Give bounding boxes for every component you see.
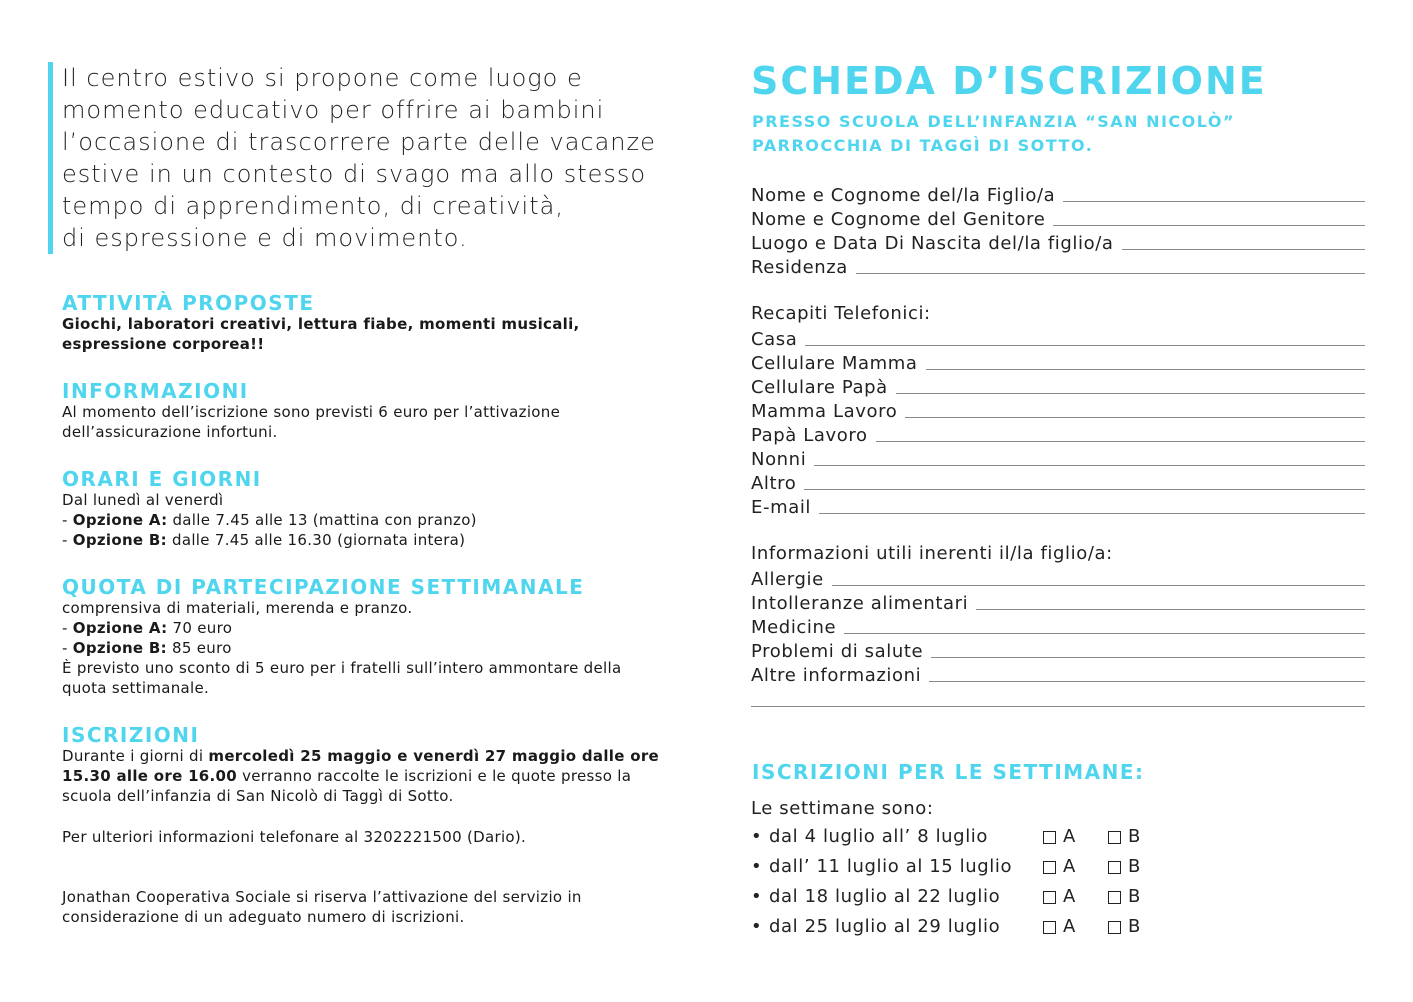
weeks-intro: Le settimane sono: xyxy=(751,798,934,819)
field-line[interactable] xyxy=(926,369,1365,370)
week-row xyxy=(751,916,1171,940)
week-label: dal 4 luglio all’ 8 luglio xyxy=(769,826,989,847)
field-line[interactable] xyxy=(804,489,1365,490)
body-line: Giochi, laboratori creativi, lettura fiabe, momenti musicali, xyxy=(62,315,580,333)
contact-line: Per ulteriori informazioni telefonare al 3202221500 (Dario). xyxy=(62,828,527,846)
field-label: Residenza xyxy=(751,257,848,278)
field-label: Cellulare Papà xyxy=(751,377,888,398)
checkbox-icon[interactable] xyxy=(1043,921,1056,934)
option-line xyxy=(62,638,682,658)
subtitle-line: PRESSO SCUOLA DELL’INFANZIA “SAN NICOLÒ” xyxy=(752,112,1236,131)
section-title: ISCRIZIONI xyxy=(62,723,200,747)
option-text: dalle 7.45 alle 13 (mattina con pranzo) xyxy=(167,511,477,529)
form-field[interactable] xyxy=(751,470,1365,494)
option-label: Opzione B: xyxy=(72,531,167,549)
option-a-checkbox[interactable] xyxy=(1043,886,1076,907)
option-line xyxy=(62,510,682,530)
dash: - xyxy=(62,511,73,529)
field-line[interactable] xyxy=(1063,201,1365,202)
body-line: scuola dell’infanzia di San Nicolò di Taggì di Sotto. xyxy=(62,787,454,805)
field-label: Nonni xyxy=(751,449,807,470)
extra-line[interactable] xyxy=(751,706,1365,707)
text-run: verranno raccolte le iscrizioni e le quote presso la xyxy=(237,767,632,785)
intro-line: estive in un contesto di svago ma allo stesso xyxy=(62,160,647,188)
intro-line: tempo di apprendimento, di creatività, xyxy=(62,192,564,220)
option-label: A xyxy=(1063,856,1076,877)
dash: - xyxy=(62,619,73,637)
form-field[interactable] xyxy=(751,398,1365,422)
section-title: ATTIVITÀ PROPOSTE xyxy=(62,291,315,315)
field-line[interactable] xyxy=(1053,225,1365,226)
option-text: dalle 7.45 alle 16.30 (giornata intera) xyxy=(166,531,466,549)
form-field[interactable] xyxy=(751,566,1365,590)
checkbox-icon[interactable] xyxy=(1043,861,1056,874)
option-label: Opzione A: xyxy=(72,619,168,637)
field-line[interactable] xyxy=(976,609,1365,610)
form-title: SCHEDA D’ISCRIZIONE xyxy=(751,59,1267,103)
text-run-bold: mercoledì 25 maggio e venerdì 27 maggio dalle ore xyxy=(208,747,660,765)
field-label: E-mail xyxy=(751,497,812,518)
phone-fields xyxy=(751,302,1365,518)
form-field[interactable] xyxy=(751,494,1365,518)
body-line: considerazione di un adeguato numero di iscrizioni. xyxy=(62,908,465,926)
option-line xyxy=(62,530,682,550)
field-label: Altro xyxy=(751,473,797,494)
body-line: Al momento dell’iscrizione sono previsti 6 euro per l’attivazione xyxy=(62,403,561,421)
section-body xyxy=(62,598,682,698)
form-field[interactable] xyxy=(751,206,1365,230)
checkbox-icon[interactable] xyxy=(1108,891,1121,904)
field-line[interactable] xyxy=(819,513,1365,514)
bullet: • xyxy=(751,916,763,937)
disclaimer xyxy=(62,887,682,927)
field-label: Problemi di salute xyxy=(751,641,924,662)
field-line[interactable] xyxy=(856,273,1365,274)
option-label: A xyxy=(1063,886,1076,907)
form-field[interactable] xyxy=(751,254,1365,278)
section-orari xyxy=(62,468,682,550)
section-title: QUOTA DI PARTECIPAZIONE SETTIMANALE xyxy=(62,575,585,599)
intro-line: l’occasione di trascorrere parte delle vacanze xyxy=(62,128,656,156)
phones-heading: Recapiti Telefonici: xyxy=(751,303,931,324)
form-field[interactable] xyxy=(751,230,1365,254)
section-quota xyxy=(62,576,682,698)
week-row xyxy=(751,826,1171,850)
option-label: Opzione A: xyxy=(72,511,168,529)
option-label: Opzione B: xyxy=(72,639,167,657)
option-b-checkbox[interactable] xyxy=(1108,916,1141,937)
subtitle-line: PARROCCHIA DI TAGGÌ DI SOTTO. xyxy=(752,136,1094,155)
option-b-checkbox[interactable] xyxy=(1108,886,1141,907)
option-b-checkbox[interactable] xyxy=(1108,856,1141,877)
field-line[interactable] xyxy=(844,633,1365,634)
field-label: Casa xyxy=(751,329,798,350)
form-field[interactable] xyxy=(751,326,1365,350)
intro-block xyxy=(48,62,688,254)
checkbox-icon[interactable] xyxy=(1043,891,1056,904)
checkbox-icon[interactable] xyxy=(1108,921,1121,934)
field-label: Allergie xyxy=(751,569,824,590)
section-body xyxy=(62,402,682,442)
dash: - xyxy=(62,639,73,657)
body-line xyxy=(62,766,682,786)
section-body xyxy=(62,746,682,806)
bullet: • xyxy=(751,886,763,907)
child-info-fields xyxy=(751,182,1365,278)
intro-paragraph xyxy=(62,62,688,254)
field-label: Luogo e Data Di Nascita del/la figlio/a xyxy=(751,233,1114,254)
form-field[interactable] xyxy=(751,662,1365,686)
option-text: 85 euro xyxy=(166,639,232,657)
field-line[interactable] xyxy=(1122,249,1365,250)
health-info-fields xyxy=(751,542,1365,707)
bullet: • xyxy=(751,826,763,847)
week-label: dall’ 11 luglio al 15 luglio xyxy=(769,856,1013,877)
intro-line: momento educativo per offrire ai bambini xyxy=(62,96,605,124)
option-line xyxy=(62,618,682,638)
section-body xyxy=(62,314,682,354)
body-line: Jonathan Cooperativa Sociale si riserva l’attivazione del servizio in xyxy=(62,888,582,906)
option-label: B xyxy=(1128,916,1141,937)
week-row xyxy=(751,886,1171,910)
option-label: A xyxy=(1063,826,1076,847)
field-label: Nome e Cognome del Genitore xyxy=(751,209,1046,230)
body-line: dell’assicurazione infortuni. xyxy=(62,423,278,441)
field-line[interactable] xyxy=(876,441,1365,442)
form-field[interactable] xyxy=(751,182,1365,206)
checkbox-icon[interactable] xyxy=(1108,861,1121,874)
body-line: espressione corporea!! xyxy=(62,335,265,353)
info-heading: Informazioni utili inerenti il/la figlio/a: xyxy=(751,543,1113,564)
field-line[interactable] xyxy=(805,345,1365,346)
field-label: Medicine xyxy=(751,617,837,638)
field-label: Papà Lavoro xyxy=(751,425,868,446)
weeks-title: ISCRIZIONI PER LE SETTIMANE: xyxy=(752,760,1145,784)
option-label: B xyxy=(1128,886,1141,907)
intro-line: di espressione e di movimento. xyxy=(62,224,468,252)
week-row xyxy=(751,856,1171,880)
option-label: B xyxy=(1128,826,1141,847)
section-title: INFORMAZIONI xyxy=(62,379,249,403)
option-a-checkbox[interactable] xyxy=(1043,856,1076,877)
field-label: Altre informazioni xyxy=(751,665,922,686)
text-run: Durante i giorni di xyxy=(62,747,209,765)
form-field[interactable] xyxy=(751,638,1365,662)
option-label: B xyxy=(1128,856,1141,877)
option-a-checkbox[interactable] xyxy=(1043,826,1076,847)
form-field[interactable] xyxy=(751,422,1365,446)
text-run-bold: 15.30 alle ore 16.00 xyxy=(62,767,238,785)
section-informazioni xyxy=(62,380,682,442)
checkbox-icon[interactable] xyxy=(1043,831,1056,844)
body-line xyxy=(62,746,682,766)
field-label: Intolleranze alimentari xyxy=(751,593,969,614)
field-line[interactable] xyxy=(905,417,1365,418)
bullet: • xyxy=(751,856,763,877)
form-field[interactable] xyxy=(751,614,1365,638)
section-body xyxy=(62,490,682,550)
form-field[interactable] xyxy=(751,374,1365,398)
form-subtitle xyxy=(752,110,1235,158)
option-text: 70 euro xyxy=(167,619,233,637)
option-b-checkbox[interactable] xyxy=(1108,826,1141,847)
field-label: Cellulare Mamma xyxy=(751,353,918,374)
form-field[interactable] xyxy=(751,590,1365,614)
section-title: ORARI E GIORNI xyxy=(62,467,262,491)
field-line[interactable] xyxy=(832,585,1365,586)
field-line[interactable] xyxy=(931,657,1365,658)
body-line: quota settimanale. xyxy=(62,679,210,697)
field-label: Nome e Cognome del/la Figlio/a xyxy=(751,185,1056,206)
section-attivita xyxy=(62,292,682,354)
week-label: dal 18 luglio al 22 luglio xyxy=(769,886,1001,907)
body-line: Dal lunedì al venerdì xyxy=(62,491,224,509)
week-label: dal 25 luglio al 29 luglio xyxy=(769,916,1001,937)
form-field[interactable] xyxy=(751,350,1365,374)
field-line[interactable] xyxy=(814,465,1365,466)
option-a-checkbox[interactable] xyxy=(1043,916,1076,937)
form-field[interactable] xyxy=(751,446,1365,470)
section-iscrizioni xyxy=(62,724,682,806)
dash: - xyxy=(62,531,73,549)
field-line[interactable] xyxy=(896,393,1365,394)
field-label: Mamma Lavoro xyxy=(751,401,898,422)
body-line: È previsto uno sconto di 5 euro per i fratelli sull’intero ammontare della xyxy=(62,659,622,677)
field-line[interactable] xyxy=(929,681,1365,682)
checkbox-icon[interactable] xyxy=(1108,831,1121,844)
intro-line: Il centro estivo si propone come luogo e xyxy=(62,64,583,92)
option-label: A xyxy=(1063,916,1076,937)
body-line: comprensiva di materiali, merenda e pranzo. xyxy=(62,599,413,617)
